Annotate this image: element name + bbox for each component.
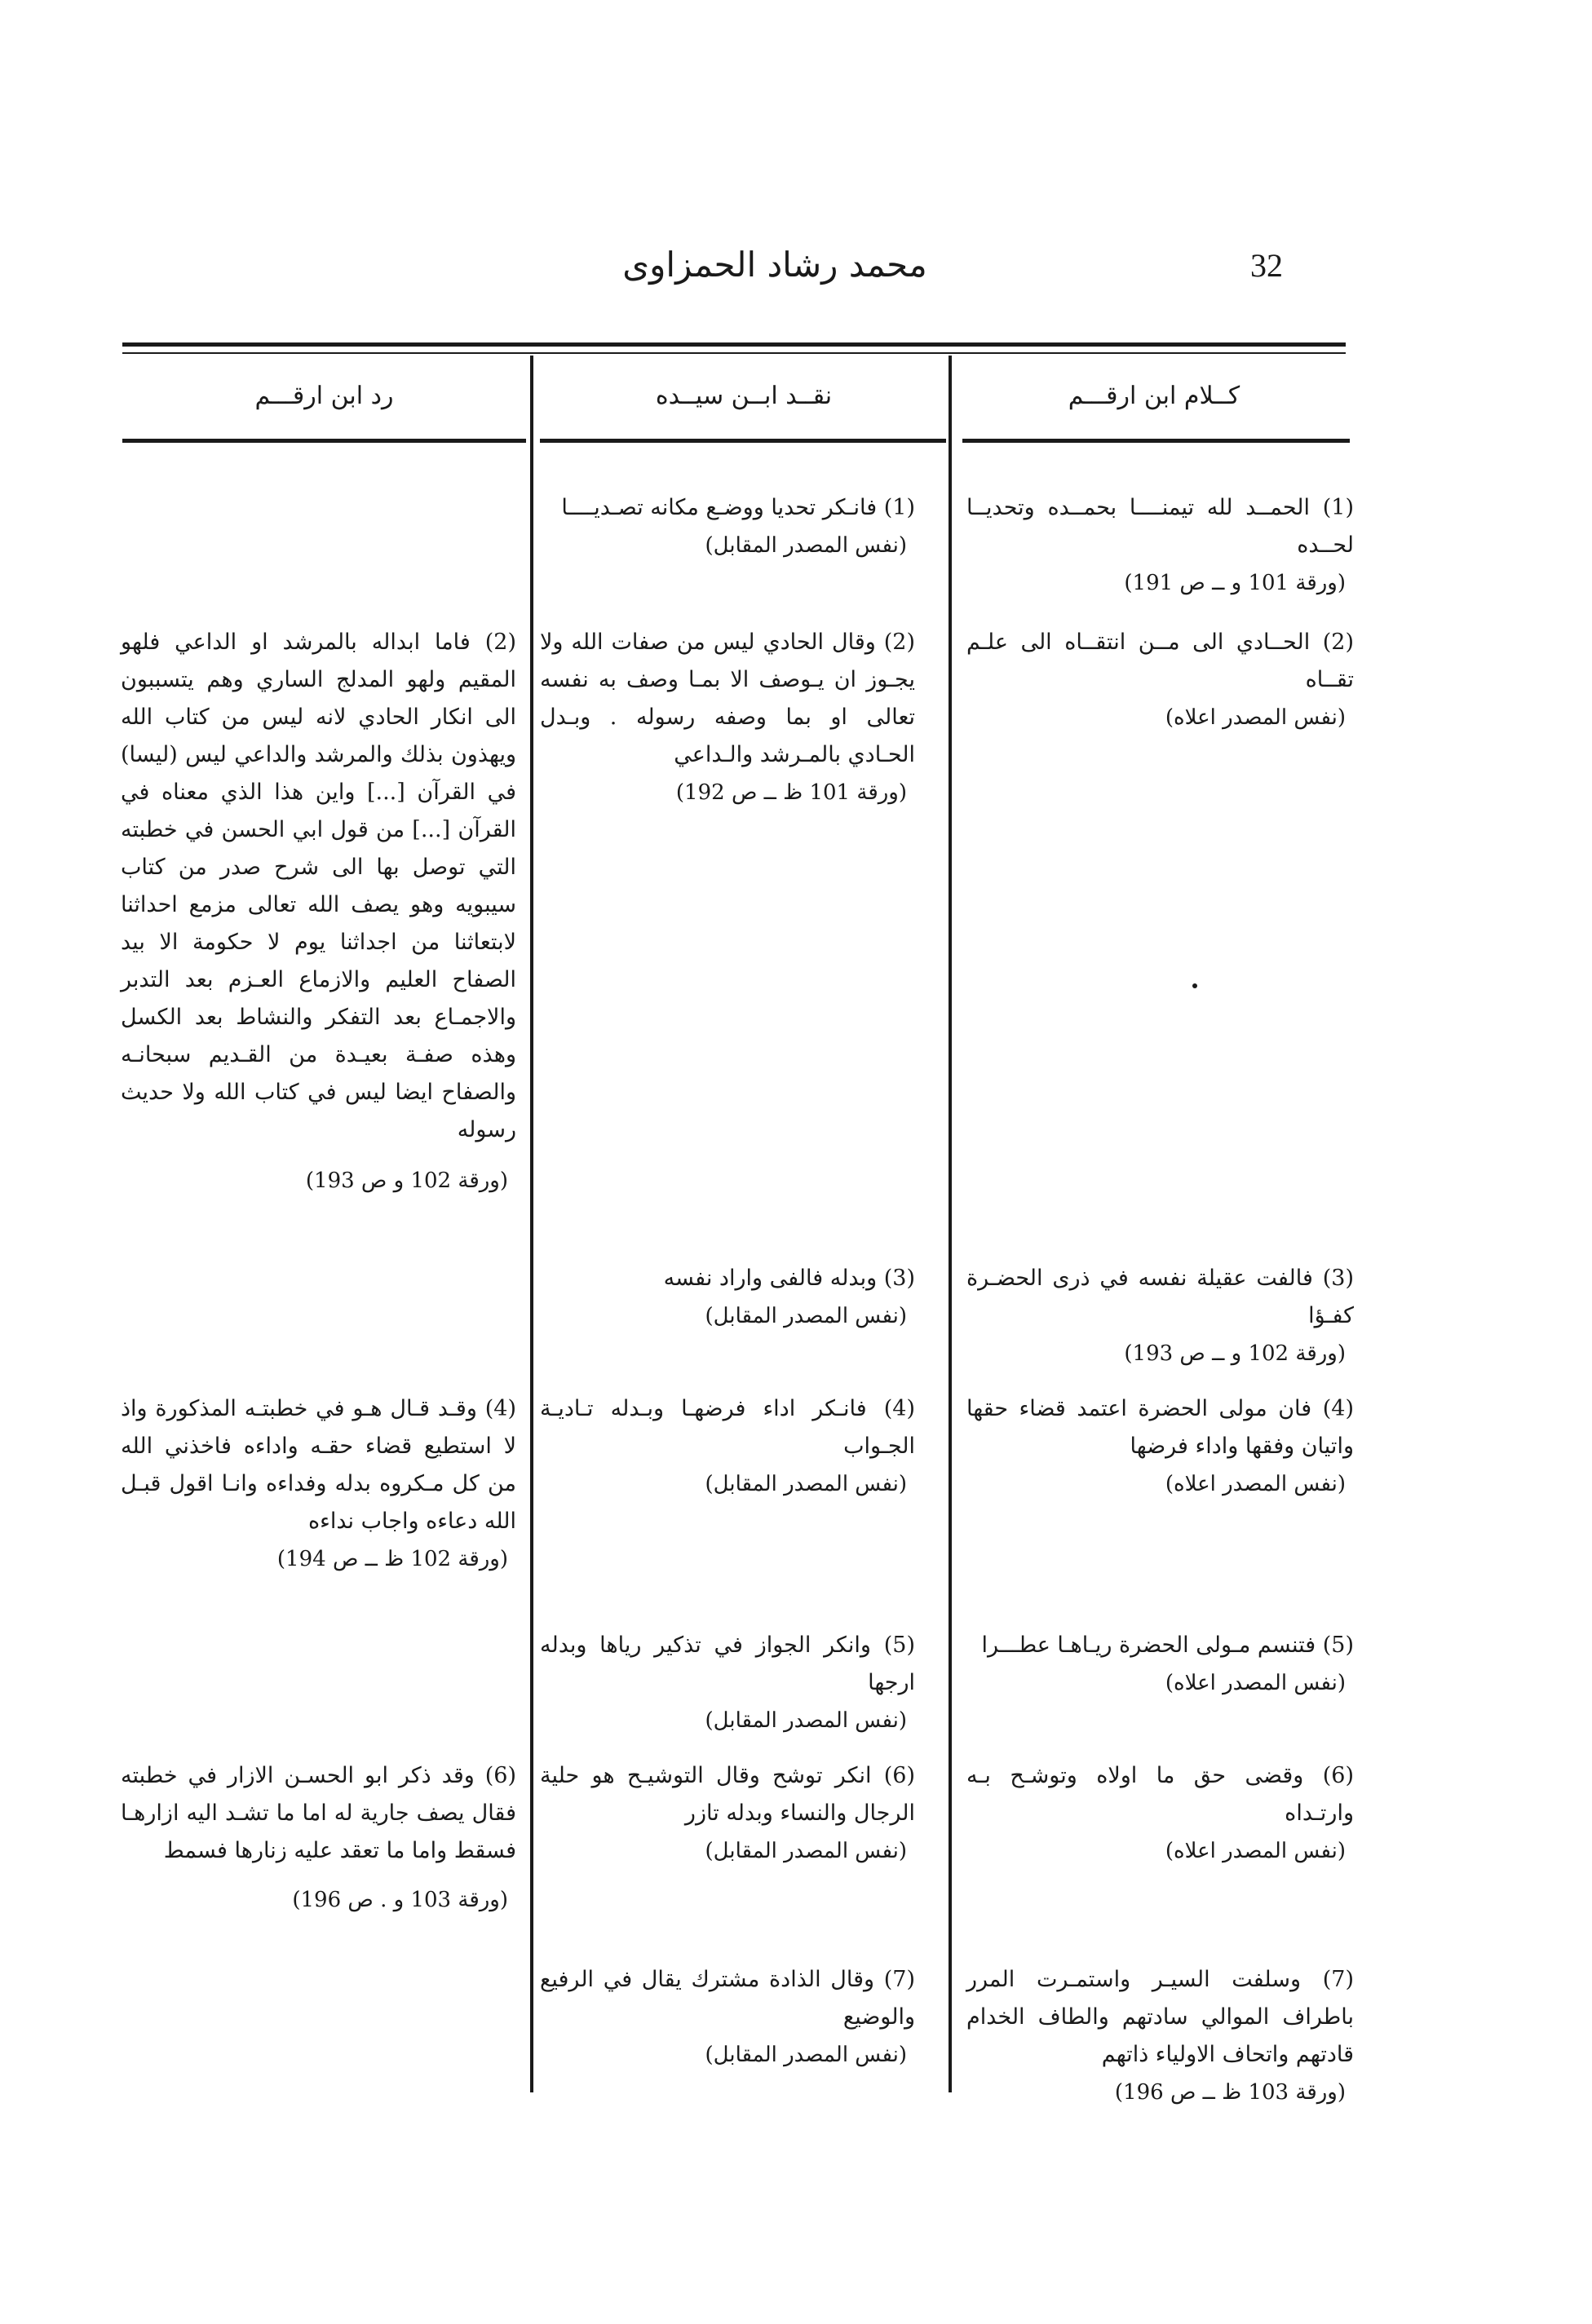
table-row-3-right: [966, 1260, 1354, 1372]
entry-reference: (ورقة 102 ظ ــ ص 194): [276, 1547, 508, 1571]
entry-text: (2) فاما ابداله بالمرشد او الداعي فلهو المقيم ولهو المدلج الساري وهم يتسببون الى انكار الحادي لانه ليس من كتاب الله ويهذون بذلك والمرشد والداعي ليس (ليسا) في القرآن [...] واين هذا الذي معناه في القرآن [...] من قول ابي الحسن في خطبته التي توصل بها الى شرح صدر من كتاب سيبويه وهو يصف الله تعالى مزمع احداثنا لابتعاثنا من اجداثنا يوم لا حكومة الا بيد الصفاح العليم والازماع العـزم بعد التدبر والاجمـاع بعد التفكر والنشاط بعد الكسل وهذه صفـة بعيـدة من القـديم سبحانـه والصفاح ايضا ليس في كتاب الله ولا حديث رسوله: [121, 630, 516, 1142]
entry-text: (1) الحمــد لله تيمنــــا بحمــده وتحديــا لحــده: [966, 495, 1354, 558]
table-row-4-middle: [540, 1390, 915, 1503]
column-header-right: كــلام ابن ارقـــم: [1068, 382, 1240, 410]
entry-reference: (ورقة 103 ظ ــ ص 196): [1114, 2080, 1346, 2105]
entry-text: (2) وقال الحادي ليس من صفات الله ولا يجـوز ان يـوصف الا بمـا وصف به نفسه تعالى او بما وصفه رسوله . وبـدل الحـادي بالمـرشد والـداعي: [540, 630, 915, 767]
table-row-1-right: [966, 489, 1354, 602]
table-row-7-middle: [540, 1961, 915, 2074]
column-header-left: رد ابن ارقـــم: [254, 382, 394, 410]
entry-reference: (نفس المصدر اعلاه): [1165, 1839, 1346, 1863]
stray-dot: [1192, 983, 1197, 988]
entry-reference: (نفس المصدر المقابل): [705, 1472, 907, 1496]
entry-reference: (نفس المصدر اعلاه): [1165, 705, 1346, 730]
column-header-rule-middle: [540, 439, 946, 443]
entry-reference: (نفس المصدر المقابل): [705, 1708, 907, 1733]
entry-reference: (نفس المصدر اعلاه): [1165, 1671, 1346, 1695]
entry-text: (7) وقال الذادة مشترك يقال في الرفيع والوضيع: [540, 1967, 915, 2030]
column-header-rule-left: [122, 439, 526, 443]
table-row-5-middle: [540, 1627, 915, 1739]
entry-text: (4) فان مولى الحضرة اعتمد قضاء حقها واتيان وفقها واداء فرضها: [966, 1396, 1354, 1459]
page-number: 32: [1250, 247, 1283, 284]
entry-reference: (ورقة 101 و ــ ص 191): [1124, 571, 1346, 595]
table-row-6-left: [121, 1757, 516, 1919]
entry-reference: (نفس المصدر اعلاه): [1165, 1472, 1346, 1496]
entry-text: (4) وقـد قـال هـو في خطبتـه المذكورة واذ لا استطيع قضاء حقـه واداءه فاخذني الله من كل مـكروه بدله وفداءه وانـا اقول قبـل الله دعاءه واجاب نداءه: [121, 1396, 516, 1534]
table-row-6-middle: [540, 1757, 915, 1870]
running-title: محمد رشاد الحمزاوى: [622, 245, 927, 285]
top-rule-thick: [122, 342, 1346, 347]
entry-reference: (ورقة 101 ظ ــ ص 192): [675, 780, 907, 805]
entry-text: (6) وقد ذكر ابو الحسـن الازار في خطبته فقال يصف جارية له اما ما تشـد اليه ازارهـا فسقط واما ما تعقد عليه زنارها فسمط: [121, 1763, 516, 1863]
entry-reference: (نفس المصدر المقابل): [705, 1304, 907, 1328]
entry-reference: (نفس المصدر المقابل): [705, 1839, 907, 1863]
table-row-2-middle: [540, 624, 915, 811]
entry-text: (3) فالفت عقيلة نفسه في ذرى الحضـرة كفـؤا: [966, 1266, 1354, 1328]
table-row-1-middle: [540, 489, 915, 564]
entry-text: (6) وقضى حق ما اولاه وتوشـح بـه وارتـداه: [966, 1763, 1354, 1826]
table-row-3-middle: [540, 1260, 915, 1335]
table-row-6-right: [966, 1757, 1354, 1870]
entry-reference: (ورقة 102 و ــ ص 193): [1124, 1341, 1346, 1366]
entry-reference: (ورقة 103 و . ص 196): [292, 1888, 508, 1912]
table-row-7-right: [966, 1961, 1354, 2111]
column-divider-2: [949, 356, 952, 2092]
table-row-4-right: [966, 1390, 1354, 1503]
table-row-5-right: [966, 1627, 1354, 1702]
table-row-2-left: [121, 624, 516, 1200]
entry-text: (7) وسلفت السيـر واستمـرت المرر باطراف الموالي سادتهم والطاف الخدام قادتهم واتحاف الاولياء ذاتهم: [966, 1967, 1354, 2067]
column-header-rule-right: [962, 439, 1350, 443]
entry-text: (5) فتنسم مـولى الحضرة ريـاهـا عطـــرا: [981, 1633, 1354, 1658]
table-row-4-left: [121, 1390, 516, 1578]
entry-reference: (نفس المصدر المقابل): [705, 2043, 907, 2067]
column-header-middle: نقــد ابــن سيــده: [655, 382, 833, 410]
entry-reference: (نفس المصدر المقابل): [705, 533, 907, 558]
entry-text: (3) وبدله فالفى واراد نفسه: [663, 1266, 915, 1291]
entry-reference: (ورقة 102 و ص 193): [305, 1169, 508, 1193]
table-row-2-right: [966, 624, 1354, 736]
entry-text: (6) انكر توشح وقال التوشيـح هو حلية الرجال والنساء وبدله تازر: [540, 1763, 915, 1826]
top-rule-thin: [122, 352, 1346, 354]
entry-text: (4) فانـكر اداء فرضهـا وبـدله تـاديـة الجـواب: [540, 1396, 915, 1459]
entry-text: (2) الحــادي الى مــن انتقــاه الى علـم تقــاه: [966, 630, 1354, 692]
column-divider-1: [530, 356, 533, 2092]
entry-text: (1) فانـكر تحديا ووضـع مكانه تصـديــــا: [561, 495, 915, 520]
entry-text: (5) وانكر الجواز في تذكير رياها وبدله ارجها: [540, 1633, 915, 1695]
